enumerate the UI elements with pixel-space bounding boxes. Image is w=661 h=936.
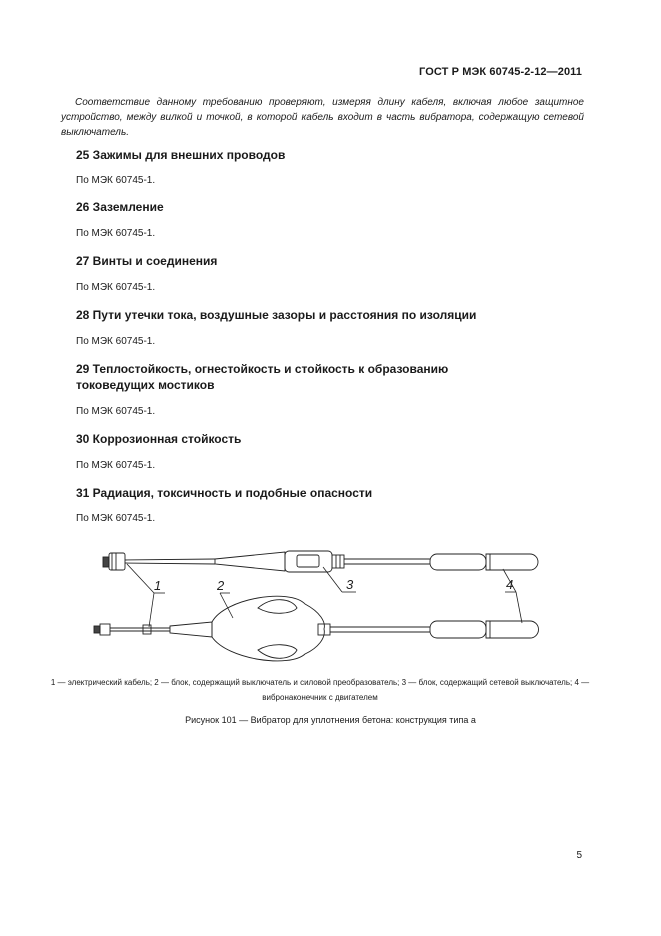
upper-vibrator: [103, 551, 538, 572]
callout-2: 2: [217, 578, 225, 593]
section-28-text: По МЭК 60745-1.: [76, 336, 156, 347]
section-31-text: По МЭК 60745-1.: [76, 513, 156, 524]
lower-plug: [100, 624, 110, 635]
section-27-heading: 27 Винты и соединения: [76, 254, 218, 268]
section-25-text: По МЭК 60745-1.: [76, 175, 156, 186]
vibrator-figure: [0, 540, 661, 670]
callout-leaders: [127, 564, 522, 627]
callout-3: 3: [346, 577, 354, 592]
converter-block: [212, 596, 324, 661]
callout-labels: [154, 577, 513, 593]
intro-paragraph: Соответствие данному требованию проверяют, измеряя длину кабеля, включая любое защитное устройство, между вилкой и точкой, в которой кабель входит в часть вибратора, содержащую сетевой выключатель.: [61, 97, 584, 138]
section-29-heading: 29 Теплостойкость, огнестойкость и стойкость к образованию токоведущих мостиков: [76, 362, 449, 392]
section-26-heading: 26 Заземление: [76, 200, 164, 214]
upper-head-sleeve: [430, 554, 486, 570]
figure-caption: Рисунок 101 — Вибратор для уплотнения бетона: конструкция типа а: [185, 715, 476, 725]
lower-vibrating-head: [486, 621, 539, 638]
upper-cable: [125, 559, 215, 560]
upper-plug-pins: [103, 557, 109, 567]
upper-handle-taper: [215, 552, 285, 571]
section-29-text: По МЭК 60745-1.: [76, 406, 156, 417]
lower-plug-pins: [94, 626, 100, 633]
figure-legend: 1 — электрический кабель; 2 — блок, содержащий выключатель и силовой преобразователь; 3 — блок, содержащий сетевой выключатель; 4 — вибронаконечник с двигателем: [50, 678, 590, 702]
section-31-heading: 31 Радиация, токсичность и подобные опасности: [76, 486, 373, 500]
block-grip-lower: [258, 645, 297, 659]
document-header: ГОСТ Р МЭК 60745-2-12—2011: [419, 66, 582, 78]
callout-1: 1: [154, 578, 162, 593]
page-number: 5: [576, 850, 582, 861]
section-26-text: По МЭК 60745-1.: [76, 228, 156, 239]
section-28-heading: 28 Пути утечки тока, воздушные зазоры и расстояния по изоляции: [76, 308, 477, 322]
section-25-heading: 25 Зажимы для внешних проводов: [76, 148, 286, 162]
block-grip-upper: [258, 600, 297, 614]
callout-4: 4: [506, 577, 514, 592]
upper-plug: [109, 553, 125, 570]
upper-vibrating-head: [486, 554, 538, 570]
section-30-text: По МЭК 60745-1.: [76, 460, 156, 471]
lower-vibrator: [94, 596, 539, 661]
section-27-text: По МЭК 60745-1.: [76, 282, 156, 293]
lower-head-sleeve: [430, 621, 486, 638]
section-30-heading: 30 Коррозионная стойкость: [76, 432, 242, 446]
switch-box: [285, 551, 332, 572]
